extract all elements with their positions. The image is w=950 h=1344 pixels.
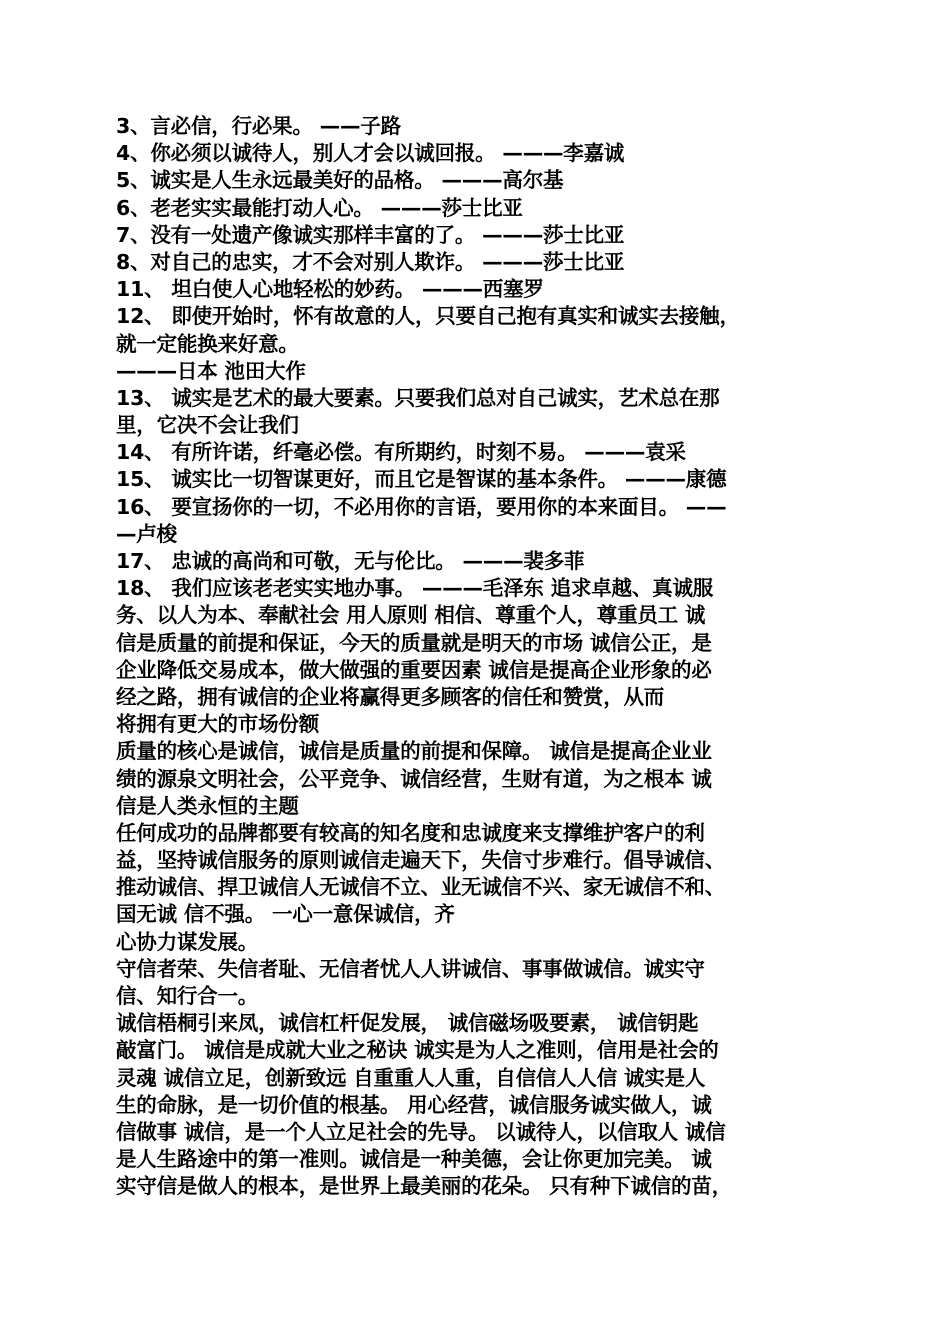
text-line: 4、你必须以诚待人，别人才会以诚回报。 ———李嘉诚	[116, 141, 625, 166]
text-line: 6、老老实实最能打动人心。 ———莎士比亚	[116, 195, 523, 220]
text-line: 17、 忠诚的高尚和可敬，无与伦比。 ———裴多菲	[116, 549, 585, 573]
text-line: 信是质量的前提和保证，今天的质量就是明天的市场 诚信公正，是	[116, 630, 712, 655]
text-line: 敲富门。 诚信是成就大业之秘诀 诚实是为人之准则，信用是社会的	[116, 1038, 719, 1063]
text-line: 益，坚持诚信服务的原则诚信走遍天下，失信寸步难行。倡导诚信、	[116, 848, 725, 873]
text-line: 信、知行合一。	[116, 984, 259, 1008]
text-line: 务、以人为本、奉献社会 用人原则 相信、尊重个人，尊重员工 诚	[116, 603, 706, 628]
text-line: 心协力谋发展。	[116, 929, 259, 954]
text-line: 生的命脉，是一切价值的根基。 用心经营，诚信服务诚实做人，诚	[116, 1092, 712, 1117]
text-line: 里，它决不会让我们	[116, 413, 299, 438]
text-line: 3、言必信，行必果。 ——子路	[116, 114, 401, 138]
text-line: 5、诚实是人生永远最美好的品格。 ———高尔基	[116, 168, 564, 193]
text-line: ———日本 池田大作	[116, 358, 306, 383]
text-line: 实守信是做人的根本，是世界上最美丽的花朵。 只有种下诚信的苗，	[116, 1174, 732, 1199]
text-line: 守信者荣、失信者耻、无信者忧人人讲诚信、事事做诚信。诚实守	[116, 956, 705, 981]
text-line: 将拥有更大的市场份额	[116, 712, 319, 737]
text-line: 15、 诚实比一切智谋更好，而且它是智谋的基本条件。 ———康德	[116, 467, 727, 492]
text-line: —卢梭	[116, 521, 177, 546]
text-line: 质量的核心是诚信，诚信是质量的前提和保障。 诚信是提高企业业	[116, 739, 712, 764]
text-line: 是人生路途中的第一准则。诚信是一种美德，会让你更加完美。 诚	[116, 1147, 712, 1172]
text-line: 信是人类永恒的主题	[116, 793, 299, 818]
text-line: 任何成功的品牌都要有较高的知名度和忠诚度来支撑维护客户的利	[116, 820, 705, 845]
text-line: 8、对自己的忠实，才不会对别人欺诈。 ———莎士比亚	[116, 249, 625, 274]
text-line: 11、 坦白使人心地轻松的妙药。 ———西塞罗	[116, 277, 544, 302]
text-line: 13、 诚实是艺术的最大要素。只要我们总对自己诚实，艺术总在那	[116, 385, 720, 410]
text-line: 就一定能换来好意。	[116, 331, 299, 356]
text-line: 诚信梧桐引来凤，诚信杠杆促发展， 诚信磁场吸要素， 诚信钥匙	[116, 1011, 699, 1036]
text-line: 绩的源泉文明社会，公平竞争、诚信经营，生财有道，为之根本 诚	[116, 766, 712, 791]
text-line: 7、没有一处遗产像诚实那样丰富的了。 ———莎士比亚	[116, 222, 625, 247]
text-line: 经之路，拥有诚信的企业将赢得更多顾客的信任和赞赏，从而	[116, 684, 665, 709]
text-line: 12、 即使开始时，怀有故意的人，只要自己抱有真实和诚实去接触，	[116, 304, 740, 329]
text-line: 18、 我们应该老老实实地办事。 ———毛泽东 追求卓越、真诚服	[116, 576, 714, 601]
document-text-block	[116, 113, 828, 1201]
text-line: 14、 有所许诺，纤毫必偿。有所期约，时刻不易。 ———袁采	[116, 440, 686, 465]
text-line: 16、 要宣扬你的一切，不必用你的言语，要用你的本来面目。 ——	[116, 494, 727, 519]
text-line: 国无诚 信不强。 一心一意保诚信，齐	[116, 902, 455, 927]
text-line: 灵魂 诚信立足，创新致远 自重重人人重，自信信人人信 诚实是人	[116, 1065, 706, 1090]
text-line: 企业降低交易成本，做大做强的重要因素 诚信是提高企业形象的必	[116, 657, 712, 682]
text-line: 推动诚信、捍卫诚信人无诚信不立、业无诚信不兴、家无诚信不和、	[116, 875, 725, 900]
text-line: 信做事 诚信，是一个人立足社会的先导。 以诚待人，以信取人 诚信	[116, 1119, 726, 1144]
